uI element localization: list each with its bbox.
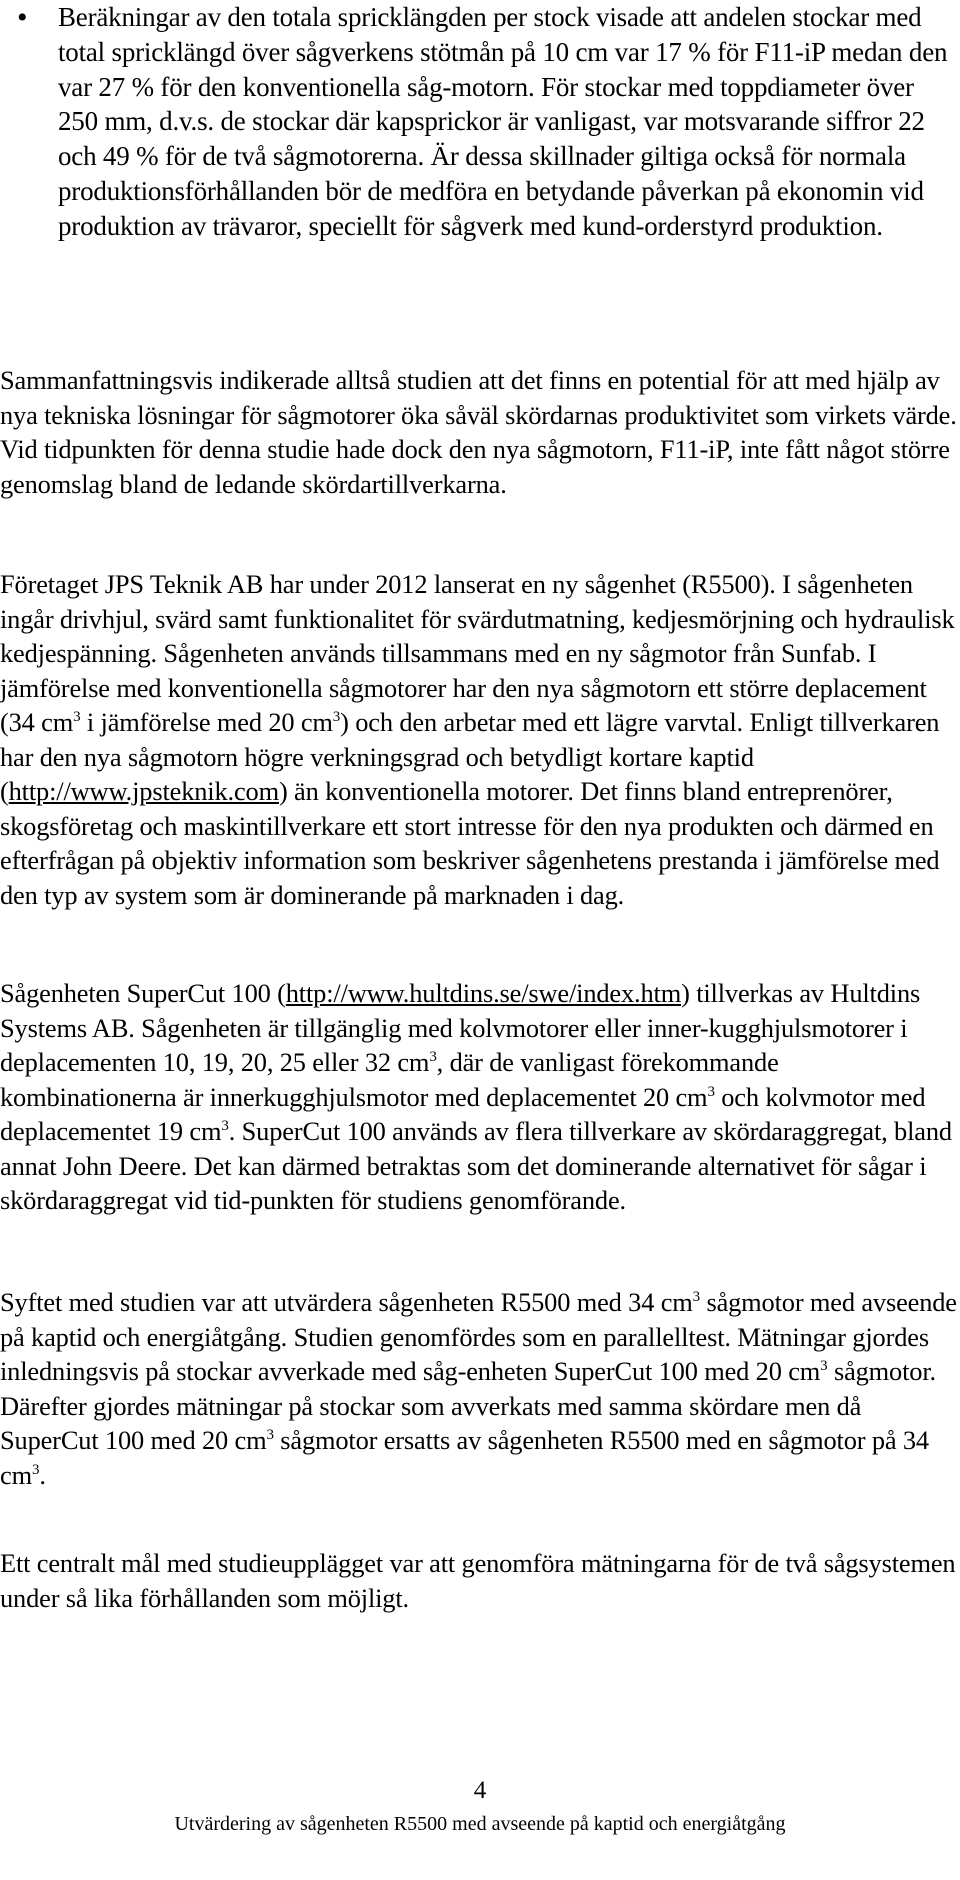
text-run: sågmotor ersatts av sågenheten R5500 med en sågmotor på 34 cm (0, 1425, 929, 1490)
superscript: 3 (707, 1083, 715, 1100)
text-run: Syftet med studien var att utvärdera sågenheten R5500 med 34 cm (0, 1287, 693, 1317)
text-run: ) och den arbetar med ett lägre varvtal. Enligt tillverkaren har den nya sågmotorn högre verkningsgrad och betydligt kortare kaptid ( (0, 707, 940, 806)
text-run: Sågenheten SuperCut 100 ( (0, 978, 286, 1008)
page-footer: Utvärdering av sågenheten R5500 med avseende på kaptid och energiåtgång (174, 1813, 786, 1835)
page-number: 4 (473, 1777, 487, 1804)
paragraph-purpose (0, 1285, 960, 1492)
paragraph-goal: Ett centralt mål med studieupplägget var att genomföra mätningarna för de två sågsystemen under så lika förhållanden som möjligt. (0, 1548, 956, 1613)
text-run: . (39, 1459, 46, 1490)
superscript: 3 (221, 1118, 229, 1134)
superscript: 3 (332, 709, 341, 725)
hultdins-link[interactable]: http://www.hultdins.se/swe/index.htm (285, 978, 682, 1008)
text-run: Företaget JPS Teknik AB har under 2012 lanserat en ny sågenhet (R5500). I sågenheten ingår drivhjul, svärd samt funktionalitet för svärdutmatning, kedjesmörjning och hydraulisk kedjespänning. Sågenheten används tillsammans med en ny sågmotor från Sunfab. I jämförelse med konventionella sågmotorer har den nya sågmotorn ett större deplacement (34 cm (0, 569, 955, 737)
superscript: 3 (266, 1427, 274, 1443)
text-run: och kolvmotor med deplacementet 19 cm (0, 1081, 926, 1146)
text-run: , där de vanligast förekommande kombinationerna är innerkugghjulsmotor med deplacementet 20 cm (0, 1047, 779, 1112)
bullet-text: Beräkningar av den totala spricklängden per stock visade att andelen stockar med total spricklängd över sågverkens stötmån på 10 cm var 17 % för F11-iP medan den var 27 % för den konventionella såg-motorn. För stockar med toppdiameter över 250 mm, d.v.s. de stockar där kapsprickor är vanligast, var motsvarande siffror 22 och 49 % för de två sågmotorerna. Är dessa skillnader giltiga också för normala produktionsförhållanden bör de medföra en betydande påverkan på ekonomin vid produktion av trävaror, speciellt för sågverk med kund-orderstyrd produktion. (58, 2, 948, 241)
text-run: i jämförelse med 20 cm (80, 707, 333, 737)
text-run: ) tillverkas av Hultdins Systems AB. Sågenheten är tillgänglig med kolvmotorer eller inner-kugghjulsmotorer i deplacementen 10, 19, 20, 25 eller 32 cm (0, 978, 921, 1077)
superscript: 3 (31, 1461, 40, 1478)
text-run: sågmotor med avseende på kaptid och energiåtgång. Studien genomfördes som en parallelltest. Mätningar gjordes inledningsvis på stockar avverkade med såg-enheten SuperCut 100 med 20 cm (0, 1287, 957, 1386)
paragraph-supercut (0, 976, 960, 1218)
text-run: . SuperCut 100 används av flera tillverkare av skördaraggregat, bland annat John Deere. Det kan därmed betraktas som det dominerande alternativet för sågar i skördaraggregat vid tid-punkten för studiens genomförande. (0, 1116, 952, 1215)
paragraph-summary: Sammanfattningsvis indikerade alltså studien att det finns en potential för att med hjälp av nya tekniska lösningar för sågmotorer öka såväl skördarnas produktivitet som virkets värde. Vid tidpunkten för denna studie hade dock den nya sågmotorn, F11-iP, inte fått något större genomslag bland de ledande skördartillverkarna. (0, 365, 957, 499)
paragraph-jps-teknik (0, 567, 960, 912)
superscript: 3 (429, 1049, 437, 1065)
bullet-dot-icon: • (17, 1, 28, 34)
superscript: 3 (73, 709, 81, 725)
superscript: 3 (692, 1289, 700, 1305)
jpsteknik-link[interactable]: http://www.jpsteknik.com (8, 776, 279, 806)
bullet-item (17, 0, 958, 244)
text-run: ) än konventionella motorer. Det finns bland entreprenörer, skogsföretag och maskintillverkare ett stort intresse för den nya produkten och därmed en efterfrågan på objektiv information som beskriver sågenhetens prestanda i jämförelse med den typ av system som är dominerande på marknaden i dag. (0, 776, 940, 910)
superscript: 3 (820, 1358, 828, 1374)
text-run: sågmotor. Därefter gjordes mätningar på stockar som avverkats med samma skördare men då SuperCut 100 med 20 cm (0, 1356, 936, 1455)
